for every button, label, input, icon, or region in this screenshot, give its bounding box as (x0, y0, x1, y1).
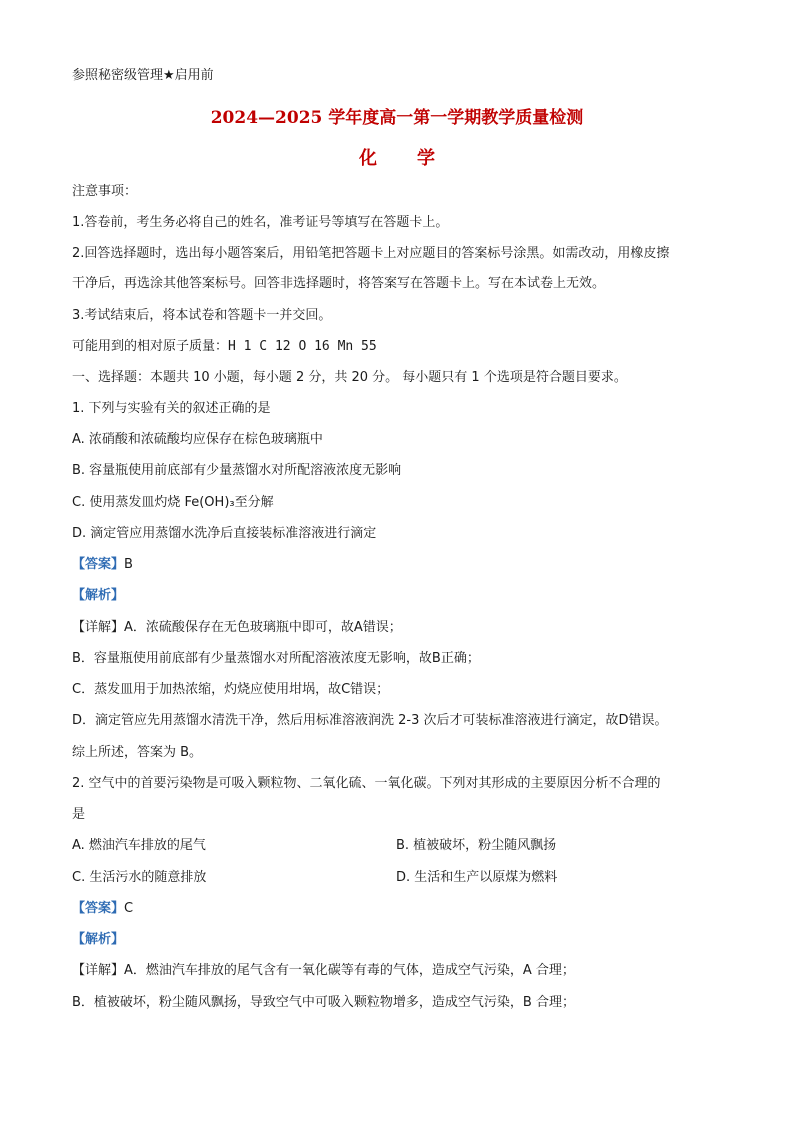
notice-item: 1.答卷前，考生务必将自己的姓名，准考证号等填写在答题卡上。 (72, 215, 449, 230)
section-heading: 一、选择题：本题共 10 小题，每小题 2 分，共 20 分。 每小题只有 1 个选项是符合题目要求。 (72, 370, 627, 385)
answer-line (72, 900, 133, 918)
answer-value: B (124, 557, 133, 572)
detail-tag: 【详解】 (72, 620, 125, 635)
question-option: B. 容量瓶使用前底部有少量蒸馏水对所配溶液浓度无影响 (72, 463, 402, 478)
notice-item: 干净后，再选涂其他答案标号。回答非选择题时，将答案写在答题卡上。写在本试卷上无效。 (72, 276, 606, 291)
answer-value: C (124, 901, 134, 916)
exam-title: 2024—2025 学年度高一第一学期教学质量检测 (210, 108, 584, 128)
detail-line: C．蒸发皿用于加热浓缩，灼烧应使用坩埚，故C错误； (72, 682, 390, 697)
detail-line (72, 619, 402, 637)
detail-text: A．燃油汽车排放的尾气含有一氧化碳等有毒的气体，造成空气污染，A 合理； (124, 963, 575, 978)
answer-line (72, 556, 133, 574)
detail-line: B．植被破坏，粉尘随风飘扬，导致空气中可吸入颗粒物增多，造成空气污染，B 合理； (72, 995, 575, 1010)
question-option: D. 生活和生产以原煤为燃料 (396, 870, 558, 885)
answer-tag: 【答案】 (72, 557, 125, 572)
answer-tag: 【答案】 (72, 901, 125, 916)
detail-line: B．容量瓶使用前底部有少量蒸馏水对所配溶液浓度无影响，故B正确； (72, 651, 480, 666)
analysis-tag: 【解析】 (72, 932, 125, 947)
detail-tag: 【详解】 (72, 963, 125, 978)
question-stem: 2. 空气中的首要污染物是可吸入颗粒物、二氧化硫、一氧化碳。下列对其形成的主要原因分析不合理的 (72, 776, 661, 791)
question-option: C. 使用蒸发皿灼烧 Fe(OH)₃至分解 (72, 495, 274, 510)
notice-item: 2.回答选择题时，选出每小题答案后，用铅笔把答题卡上对应题目的答案标号涂黑。如需改动，用橡皮擦 (72, 246, 670, 261)
detail-line (72, 962, 575, 980)
question-option: A. 浓硝酸和浓硫酸均应保存在棕色玻璃瓶中 (72, 432, 323, 447)
question-option: D. 滴定管应用蒸馏水洗净后直接装标准溶液进行滴定 (72, 526, 377, 541)
detail-text: A．浓硫酸保存在无色玻璃瓶中即可，故A错误； (124, 620, 402, 635)
question-option: B. 植被破坏，粉尘随风飘扬 (396, 838, 557, 853)
subject-title: 化学 (359, 148, 475, 169)
question-option: C. 生活污水的随意排放 (72, 870, 207, 885)
question-option: A. 燃油汽车排放的尾气 (72, 838, 206, 853)
detail-line: D．滴定管应先用蒸馏水清洗干净，然后用标准溶液润洗 2-3 次后才可装标准溶液进行滴定，故D错误。 (72, 713, 668, 728)
notice-heading: 注意事项： (72, 184, 138, 199)
analysis-tag: 【解析】 (72, 588, 125, 603)
secret-level-note: 参照秘密级管理★启用前 (72, 68, 214, 83)
detail-line: 综上所述，答案为 B。 (72, 745, 203, 760)
notice-item: 3.考试结束后，将本试卷和答题卡一并交回。 (72, 308, 332, 323)
question-stem: 1. 下列与实验有关的叙述正确的是 (72, 401, 271, 416)
question-stem-continued: 是 (72, 807, 86, 822)
atomic-masses: 可能用到的相对原子质量：H 1 C 12 O 16 Mn 55 (72, 339, 377, 354)
